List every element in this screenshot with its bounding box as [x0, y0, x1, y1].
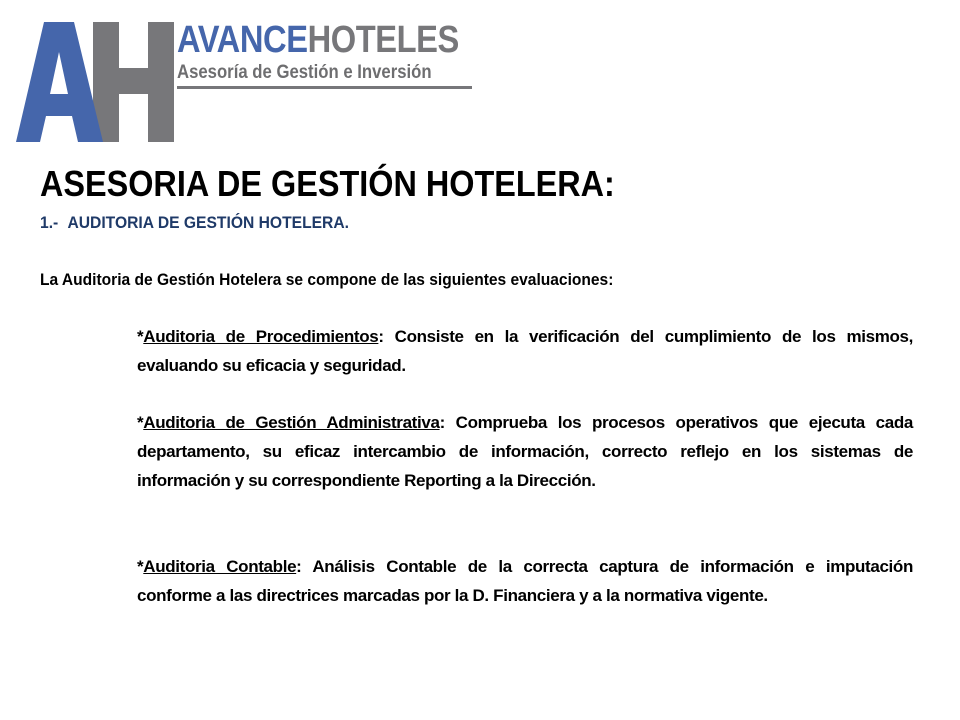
- bullet-asterisk: *: [137, 557, 144, 576]
- bullet-asterisk: *: [137, 413, 144, 432]
- section-heading-text: AUDITORIA DE GESTIÓN HOTELERA.: [67, 213, 350, 232]
- term-separator: :: [378, 327, 384, 346]
- brand-name-part2: HOTELES: [307, 19, 459, 61]
- ah-monogram-icon: [0, 0, 180, 150]
- evaluation-description: Consiste en la verificación del cumplimiento de los mismos, evaluando su eficacia y seguridad.: [137, 327, 914, 375]
- brand-name-part1: AVANCE: [177, 19, 308, 61]
- tagline-underline: [177, 86, 472, 89]
- page-title: ASESORIA DE GESTIÓN HOTELERA:: [40, 163, 615, 204]
- section-heading: [40, 211, 349, 235]
- company-logo: [0, 0, 480, 150]
- section-number: 1.-: [40, 213, 59, 232]
- evaluation-description: Comprueba los procesos operativos que ejecuta cada departamento, su eficaz intercambio de información, correcto reflejo en los sistemas de información y su correspondiente Reporting a la Dirección.: [137, 413, 913, 490]
- evaluation-description: Análisis Contable de la correcta captura de información e imputación conforme a las directrices marcadas por la D. Financiera y a la normativa vigente.: [137, 557, 913, 605]
- evaluation-term: Auditoria de Gestión Administrativa: [143, 413, 440, 432]
- bullet-asterisk: *: [137, 327, 144, 346]
- term-separator: :: [439, 413, 445, 432]
- evaluation-item-procedimientos: [137, 322, 913, 380]
- evaluation-term: Auditoria de Procedimientos: [143, 327, 379, 346]
- evaluation-term: Auditoria Contable: [143, 557, 297, 576]
- term-separator: :: [296, 557, 302, 576]
- intro-paragraph: La Auditoria de Gestión Hotelera se compone de las siguientes evaluaciones:: [40, 270, 614, 289]
- brand-tagline: Asesoría de Gestión e Inversión: [177, 62, 432, 83]
- evaluation-item-gestion-administrativa: [137, 408, 913, 495]
- evaluation-item-contable: [137, 552, 913, 610]
- brand-name: [177, 20, 459, 60]
